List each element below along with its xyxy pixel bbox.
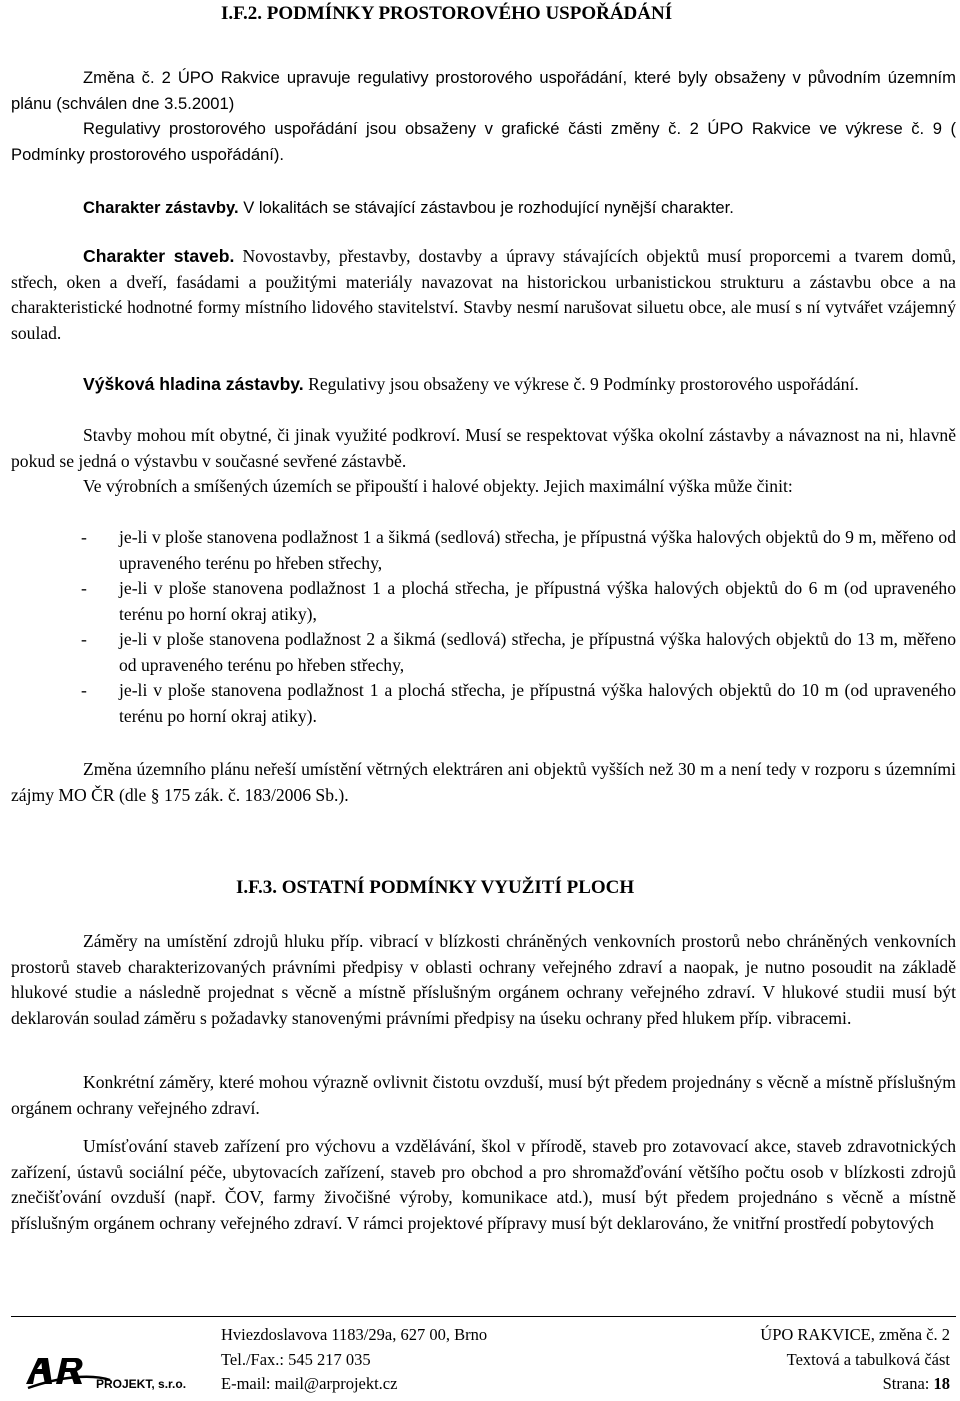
page-number: 18 <box>933 1374 950 1393</box>
paragraph-vyskova-hladina <box>11 372 956 398</box>
footer-email[interactable]: E-mail: mail@arprojekt.cz <box>221 1374 398 1393</box>
paragraph-umistovani-staveb: Umísťování staveb zařízení pro výchovu a vzdělávání, škol v přírodě, staveb pro zotavovací akce, staveb zdravotnických zařízení, ústavů sociální péče, ubytovacích zařízení, staveb pro obchod a pro shromažďování většího počtu osob v blízkosti zdrojů znečišťování ovzduší (např. ČOV, farmy živočišné výroby, komunikace atd.), musí být předem projednáno s věcně a místně příslušným orgánem ochrany veřejného zdraví. V rámci projektové přípravy musí být deklarováno, že vnitřní prostředí pobytových <box>11 1136 956 1233</box>
footer-doc-title: ÚPO RAKVICE, změna č. 2 <box>760 1325 950 1344</box>
paragraph-zmena: Změna č. 2 ÚPO Rakvice upravuje regulativy prostorového uspořádání, které byly obsaženy v původním územním plánu (schválen dne 3.5.2001) <box>11 68 956 113</box>
list-dash: - <box>81 629 87 649</box>
section-heading-if2: I.F.2. PODMÍNKY PROSTOROVÉHO USPOŘÁDÁNÍ <box>221 3 673 24</box>
paragraph-charakter-zastavby <box>11 195 956 221</box>
text-charakter-staveb: Novostavby, přestavby, dostavby a úpravy stávajících objektů musí proporcemi a tvarem domů, střech, oken a dveří, fasádami a použitými materiály navazovat na historickou urbanistickou strukturu a zástavbu obce a na charakteristické hodnotné formy místního lidového stavitelství. Stavby nesmí narušovat siluetu obce, ale musí s ní vytvářet vzájemný soulad. <box>11 246 956 343</box>
list-item: - je-li v ploše stanovena podlažnost 1 a plochá střecha, je přípustná výška halových objektů do 10 m (od upraveného terénu po horní okraj atiky). <box>81 680 956 726</box>
footer-address: Hviezdoslavova 1183/29a, 627 00, Brno <box>221 1325 488 1344</box>
text-vyskova-hladina: Regulativy jsou obsaženy ve výkrese č. 9 Podmínky prostorového uspořádání. <box>303 374 859 394</box>
text-charakter-zastavby: V lokalitách se stávající zástavbou je rozhodující nynější charakter. <box>238 198 734 217</box>
footer-tel: Tel./Fax.: 545 217 035 <box>221 1350 371 1369</box>
paragraph-halove-objekty: Ve výrobních a smíšených územích se připouští i halové objekty. Jejich maximální výška může činit: <box>83 476 793 496</box>
footer-divider <box>11 1316 956 1317</box>
arprojekt-logo <box>22 1344 192 1394</box>
paragraph-vetrne-elektrarny: Změna územního plánu neřeší umístění větrných elektráren ani objektů vyšších než 30 m a není tedy v rozporu s územními zájmy MO ČR (dle § 175 zák. č. 183/2006 Sb.). <box>11 759 956 805</box>
list-item: - je-li v ploše stanovena podlažnost 1 a plochá střecha, je přípustná výška halových objektů do 6 m (od upraveného terénu po horní okraj atiky), <box>81 578 956 624</box>
label-charakter-staveb: Charakter staveb. <box>83 246 235 266</box>
list-item: - je-li v ploše stanovena podlažnost 1 a šikmá (sedlová) střecha, je přípustná výška halových objektů do 9 m, měřeno od upraveného terénu po hřeben střechy, <box>81 527 956 573</box>
list-dash: - <box>81 680 87 700</box>
label-vyskova-hladina: Výšková hladina zástavby. <box>83 374 304 394</box>
paragraph-regulativy: Regulativy prostorového uspořádání jsou obsaženy v grafické části změny č. 2 ÚPO Rakvice ve výkrese č. 9 ( Podmínky prostorového uspořádání). <box>11 119 956 164</box>
list-dash: - <box>81 527 87 547</box>
footer-page-indicator <box>883 1374 950 1394</box>
footer-doc-subtitle: Textová a tabulková část <box>786 1350 950 1369</box>
logo-company-text: PROJEKT, s.r.o. <box>96 1377 187 1391</box>
paragraph-charakter-staveb <box>11 244 956 346</box>
page-label: Strana: <box>882 1374 930 1393</box>
paragraph-podkrovi: Stavby mohou mít obytné, či jinak využité podkroví. Musí se respektovat výška okolní zástavby a návaznost na ni, hlavně pokud se jedná o výstavbu v současné sevřené zástavbě. <box>11 425 956 471</box>
list-item: - je-li v ploše stanovena podlažnost 2 a šikmá (sedlová) střecha, je přípustná výška halových objektů do 13 m, měřeno od upraveného terénu po hřeben střechy, <box>81 629 956 675</box>
paragraph-zdroje-hluku: Záměry na umístění zdrojů hluku příp. vibrací v blízkosti chráněných venkovních prostorů nebo chráněných venkovních prostorů staveb charakterizovaných právními předpisy v oblasti ochrany veřejného zdraví a naopak, je nutno posoudit na základě hlukové studie a následně projednat s věcně a místně příslušným orgánem ochrany veřejného zdraví. V hlukové studii musí být deklarován soulad záměru s požadavky stanovenými právními předpisy na úseku ochrany před hlukem příp. vibracemi. <box>11 931 956 1028</box>
section-heading-if3: I.F.3. OSTATNÍ PODMÍNKY VYUŽITÍ PLOCH <box>236 877 635 898</box>
list-dash: - <box>81 578 87 598</box>
label-charakter-zastavby: Charakter zástavby. <box>83 198 239 217</box>
paragraph-cistota-ovzdusi: Konkrétní záměry, které mohou výrazně ovlivnit čistotu ovzduší, musí být předem projednány s věcně a místně příslušným orgánem ochrany veřejného zdraví. <box>11 1072 956 1118</box>
